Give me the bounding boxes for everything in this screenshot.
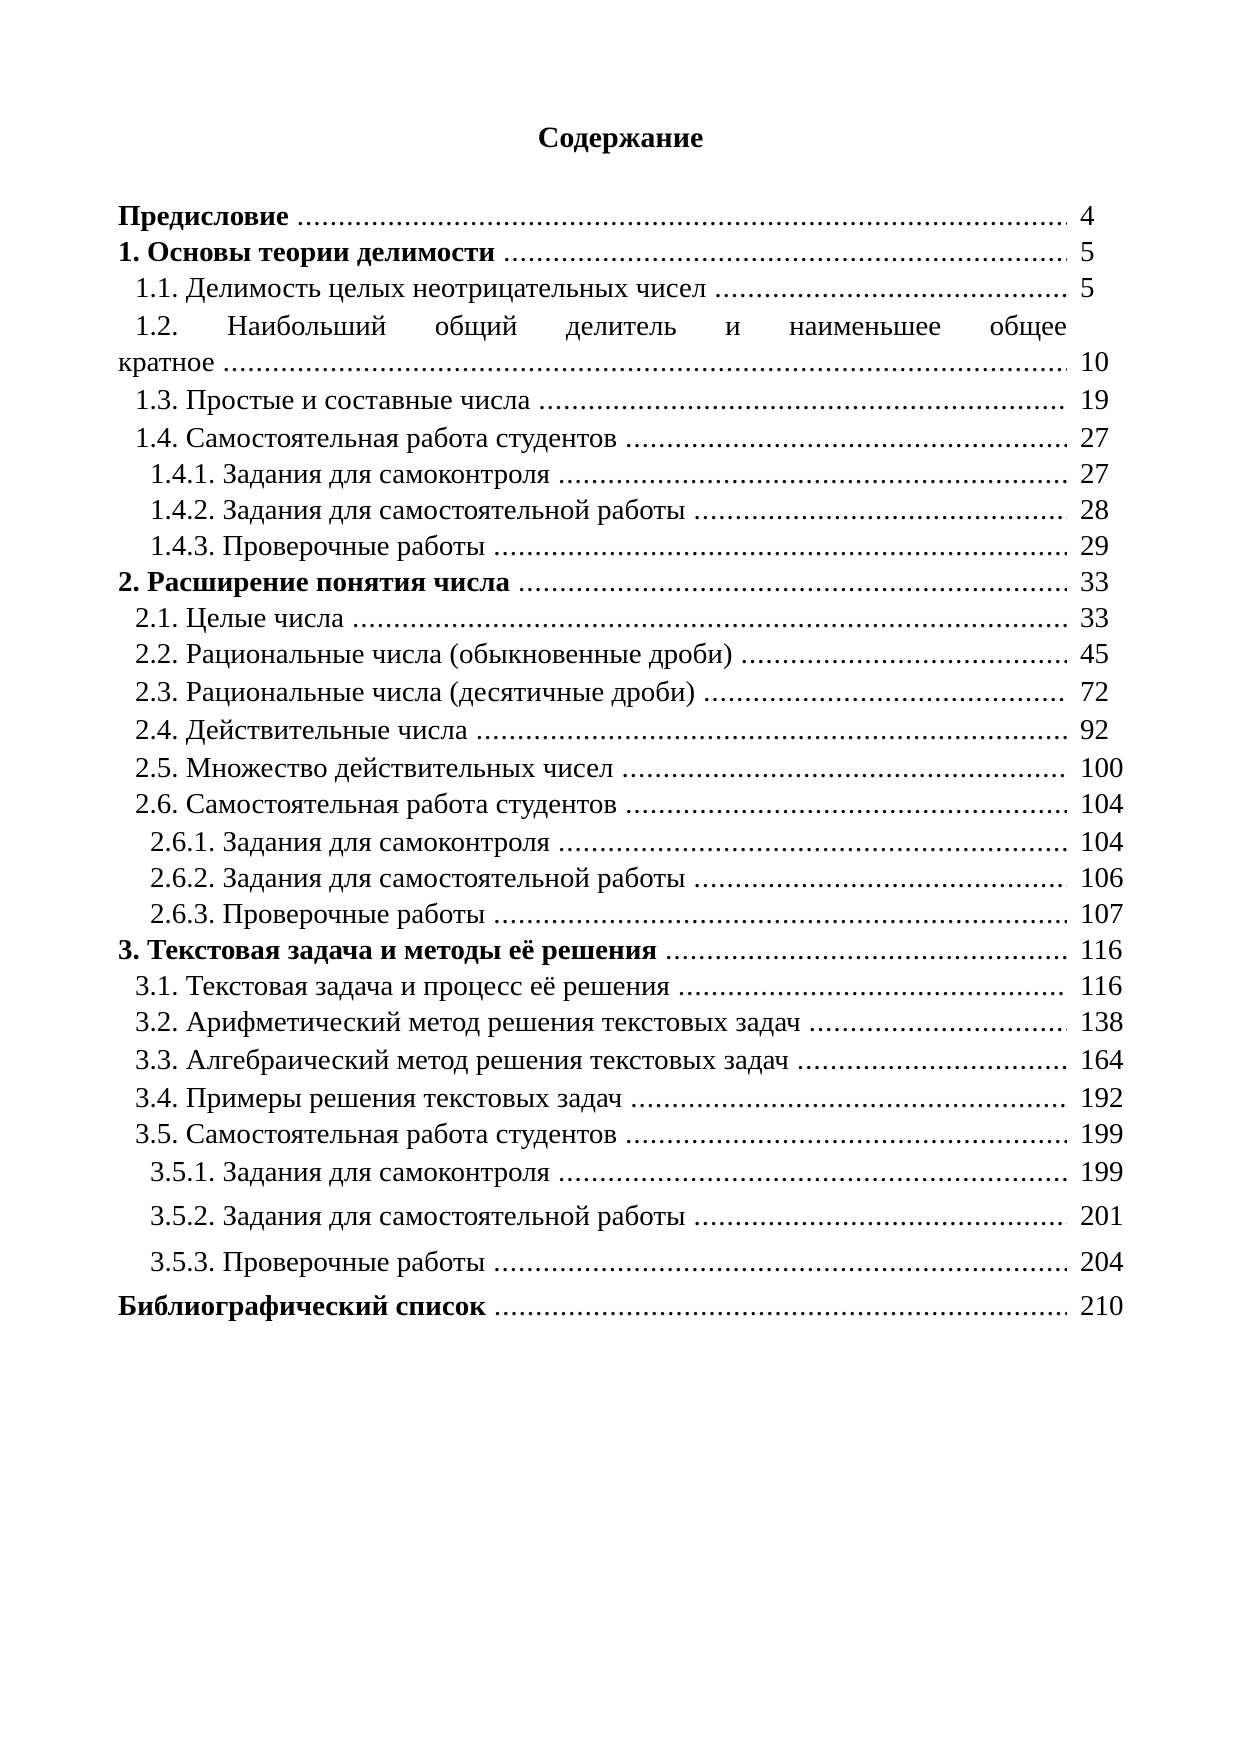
toc-entry-label: 2.6.3. Проверочные работы <box>150 898 486 930</box>
toc-entry-chapter-3[interactable] <box>118 930 1138 970</box>
toc-entry-label: 3.5.1. Задания для самоконтроля <box>150 1156 551 1188</box>
toc-entry-page: 116 <box>1080 970 1123 1002</box>
toc-entry-section-2-6[interactable] <box>118 784 1138 824</box>
dot-leader <box>695 672 1067 712</box>
dot-leader <box>670 966 1067 1006</box>
toc-entry-section-1-2-line-2[interactable] <box>118 342 1138 382</box>
toc-entry-page: 4 <box>1080 200 1095 232</box>
toc-word: общее <box>989 310 1067 342</box>
toc-entry-page: 107 <box>1080 898 1124 930</box>
toc-entry-page: 28 <box>1080 494 1109 526</box>
page-title: Содержание <box>537 121 704 154</box>
dot-leader <box>617 784 1067 824</box>
toc-entry-page: 100 <box>1080 752 1124 784</box>
toc-entry-page: 192 <box>1080 1082 1124 1114</box>
toc-entry-section-3-1[interactable] <box>118 966 1138 1006</box>
toc-entry-page: 5 <box>1080 272 1095 304</box>
dot-leader <box>613 748 1067 788</box>
toc-entry-label: 3.4. Примеры решения текстовых задач <box>135 1082 623 1114</box>
toc-entry-subsection-3-5-1[interactable] <box>118 1152 1138 1192</box>
toc-entry-label: 2.1. Целые числа <box>135 602 344 634</box>
toc-entry-label: 1.4.1. Задания для самоконтроля <box>150 458 551 490</box>
dot-leader <box>550 454 1067 494</box>
toc-entry-page: 45 <box>1080 638 1109 670</box>
dot-leader <box>686 858 1067 898</box>
toc-entry-bibliography[interactable] <box>118 1286 1138 1326</box>
toc-entry-subsection-2-6-2[interactable] <box>118 858 1138 898</box>
toc-entry-label: 2.6.1. Задания для самоконтроля <box>150 826 551 858</box>
toc-entry-section-2-1[interactable] <box>118 598 1138 638</box>
toc-entry-label: 2.5. Множество действительных чисел <box>135 752 614 784</box>
toc-entry-label: 1.4.3. Проверочные работы <box>150 530 486 562</box>
toc-word: 1.2. <box>135 310 179 342</box>
toc-entry-label-justified <box>135 306 1067 346</box>
toc-word: общий <box>434 310 518 342</box>
toc-entry-label: 3.5.3. Проверочные работы <box>150 1246 486 1278</box>
toc-entry-subsection-2-6-1[interactable] <box>118 822 1138 862</box>
toc-entry-page: 27 <box>1080 458 1109 490</box>
dot-leader <box>657 930 1067 970</box>
dot-leader <box>622 1078 1067 1118</box>
toc-entry-section-3-5[interactable] <box>118 1114 1138 1154</box>
toc-entry-label: 3.5.2. Задания для самостоятельной работы <box>150 1200 686 1232</box>
toc-entry-subsection-1-4-1[interactable] <box>118 454 1138 494</box>
dot-leader <box>485 1242 1067 1282</box>
toc-entry-label: 1.3. Простые и составные числа <box>135 384 531 416</box>
dot-leader <box>617 1114 1067 1154</box>
toc-entry-page: 199 <box>1080 1156 1124 1188</box>
toc-word: Наибольший <box>226 310 387 342</box>
toc-entry-page: 19 <box>1080 384 1109 416</box>
toc-entry-page: 27 <box>1080 422 1109 454</box>
toc-entry-page: 204 <box>1080 1246 1124 1278</box>
dot-leader <box>495 232 1067 272</box>
toc-entry-section-1-3[interactable] <box>118 380 1138 420</box>
toc-entry-section-2-3[interactable] <box>118 672 1138 712</box>
toc-entry-label: 2.6.2. Задания для самостоятельной работы <box>150 862 686 894</box>
toc-entry-page: 104 <box>1080 826 1124 858</box>
dot-leader <box>686 490 1067 530</box>
toc-entry-page: 10 <box>1080 346 1109 378</box>
toc-entry-page: 33 <box>1080 602 1109 634</box>
toc-entry-page: 116 <box>1080 934 1123 966</box>
toc-entry-subsection-1-4-3[interactable] <box>118 526 1138 566</box>
toc-entry-section-3-3[interactable] <box>118 1040 1138 1080</box>
dot-leader <box>550 1152 1067 1192</box>
toc-entry-chapter-1[interactable] <box>118 232 1138 272</box>
toc-entry-page: 199 <box>1080 1118 1124 1150</box>
toc-word: делитель <box>565 310 677 342</box>
toc-entry-section-2-2[interactable] <box>118 634 1138 674</box>
toc-entry-label: 3. Текстовая задача и методы её решения <box>118 934 658 966</box>
dot-leader <box>686 1196 1067 1236</box>
dot-leader <box>485 894 1067 934</box>
toc-entry-chapter-2[interactable] <box>118 562 1138 602</box>
dot-leader <box>215 342 1067 382</box>
dot-leader <box>733 634 1067 674</box>
toc-entry-page: 33 <box>1080 566 1109 598</box>
toc-entry-section-2-4[interactable] <box>118 710 1138 750</box>
toc-word: наименьшее <box>789 310 942 342</box>
toc-entry-label: 3.1. Текстовая задача и процесс её решения <box>135 970 670 1002</box>
toc-entry-section-3-4[interactable] <box>118 1078 1138 1118</box>
dot-leader <box>801 1002 1067 1042</box>
toc-entry-label: Предисловие <box>118 200 289 232</box>
toc-entry-subsection-3-5-2[interactable] <box>118 1196 1138 1236</box>
dot-leader <box>468 710 1067 750</box>
dot-leader <box>550 822 1067 862</box>
toc-entry-page: 92 <box>1080 714 1109 746</box>
toc-entry-subsection-3-5-3[interactable] <box>118 1242 1138 1282</box>
toc-entry-label: 3.5. Самостоятельная работа студентов <box>135 1118 618 1150</box>
dot-leader <box>530 380 1067 420</box>
toc-entry-label: 2.3. Рациональные числа (десятичные дроби) <box>135 676 696 708</box>
toc-entry-section-2-5[interactable] <box>118 748 1138 788</box>
toc-entry-section-3-2[interactable] <box>118 1002 1138 1042</box>
toc-entry-section-1-1[interactable] <box>118 268 1138 308</box>
toc-entry-page: 106 <box>1080 862 1124 894</box>
dot-leader <box>344 598 1067 638</box>
toc-entry-label: 2.2. Рациональные числа (обыкновенные дроби) <box>135 638 733 670</box>
toc-entry-label: 2.4. Действительные числа <box>135 714 468 746</box>
toc-entry-label: 2. Расширение понятия числа <box>118 566 511 598</box>
toc-entry-label: 2.6. Самостоятельная работа студентов <box>135 788 618 820</box>
toc-entry-page: 104 <box>1080 788 1124 820</box>
toc-entry-label: Библиографический список <box>118 1290 486 1322</box>
dot-leader <box>510 562 1067 602</box>
dot-leader <box>486 1286 1067 1326</box>
dot-leader <box>289 196 1067 236</box>
toc-entry-section-1-4[interactable] <box>118 418 1138 458</box>
toc-entry-label: кратное <box>118 346 215 378</box>
toc-entry-subsection-1-4-2[interactable] <box>118 490 1138 530</box>
toc-entry-label: 1.1. Делимость целых неотрицательных чисел <box>135 272 707 304</box>
toc-entry-page: 29 <box>1080 530 1109 562</box>
toc-word: и <box>725 310 741 342</box>
toc-entry-page: 210 <box>1080 1290 1124 1322</box>
toc-entry-subsection-2-6-3[interactable] <box>118 894 1138 934</box>
dot-leader <box>706 268 1067 308</box>
toc-entry-page: 5 <box>1080 236 1095 268</box>
toc-entry-label: 1.4.2. Задания для самостоятельной работы <box>150 494 686 526</box>
toc-entry-page: 201 <box>1080 1200 1124 1232</box>
dot-leader <box>617 418 1067 458</box>
toc-entry-label: 1.4. Самостоятельная работа студентов <box>135 422 618 454</box>
toc-entry-page: 72 <box>1080 676 1109 708</box>
toc-entry-label: 3.2. Арифметический метод решения текстовых задач <box>135 1006 801 1038</box>
toc-entry-page: 138 <box>1080 1006 1124 1038</box>
toc-entry-label: 1. Основы теории делимости <box>118 236 496 268</box>
dot-leader <box>789 1040 1067 1080</box>
toc-entry-preface[interactable] <box>118 196 1138 236</box>
toc-entry-label: 3.3. Алгебраический метод решения текстовых задач <box>135 1044 789 1076</box>
toc-entry-page: 164 <box>1080 1044 1124 1076</box>
toc-entry-section-1-2-line-1[interactable] <box>118 306 1067 346</box>
dot-leader <box>485 526 1067 566</box>
